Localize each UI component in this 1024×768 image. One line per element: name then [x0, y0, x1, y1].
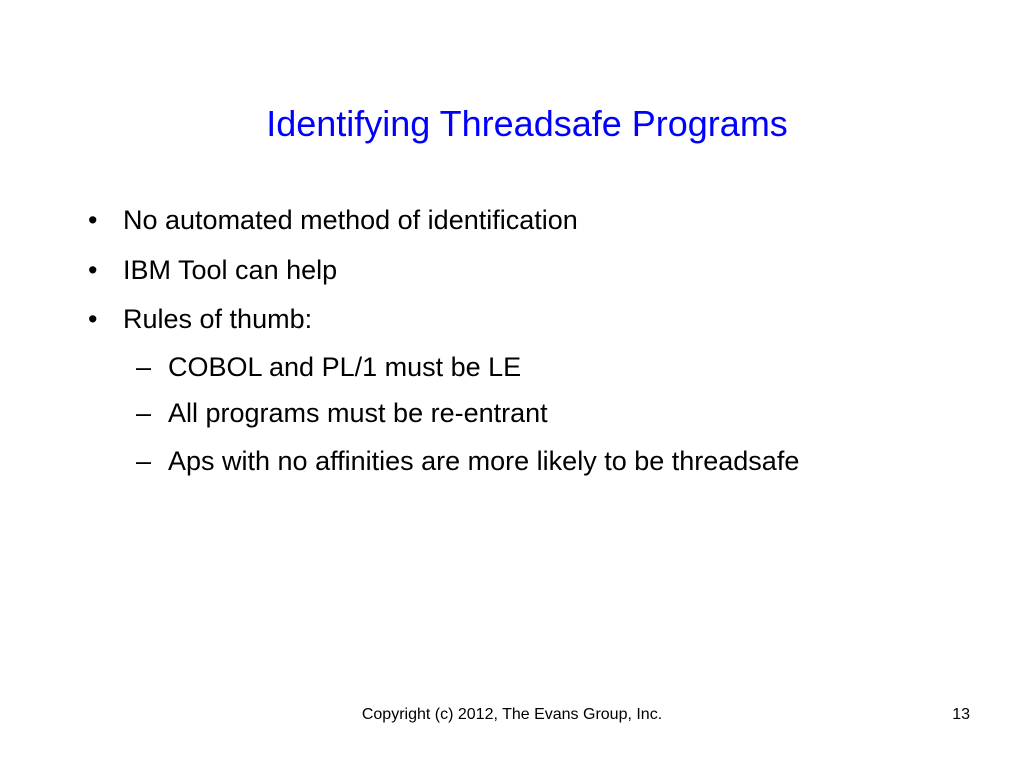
page-number: 13 [952, 706, 970, 723]
sub-bullet-marker: – [136, 398, 152, 428]
bullet-marker: • [88, 255, 98, 285]
sub-bullet-text: COBOL and PL/1 must be LE [168, 352, 522, 382]
bullet-text: No automated method of identification [123, 205, 578, 235]
slide-title: Identifying Threadsafe Programs [266, 103, 788, 144]
bullet-marker: • [88, 304, 98, 334]
sub-bullet-text: Aps with no affinities are more likely to be threadsafe [168, 446, 800, 476]
bullet-text: IBM Tool can help [123, 255, 338, 285]
sub-bullet-marker: – [136, 446, 152, 476]
sub-bullet-marker: – [136, 352, 152, 382]
bullet-text: Rules of thumb: [123, 304, 313, 334]
footer-copyright: Copyright (c) 2012, The Evans Group, Inc. [361, 706, 663, 723]
bullet-marker: • [88, 205, 98, 235]
sub-bullet-text: All programs must be re-entrant [168, 398, 548, 428]
